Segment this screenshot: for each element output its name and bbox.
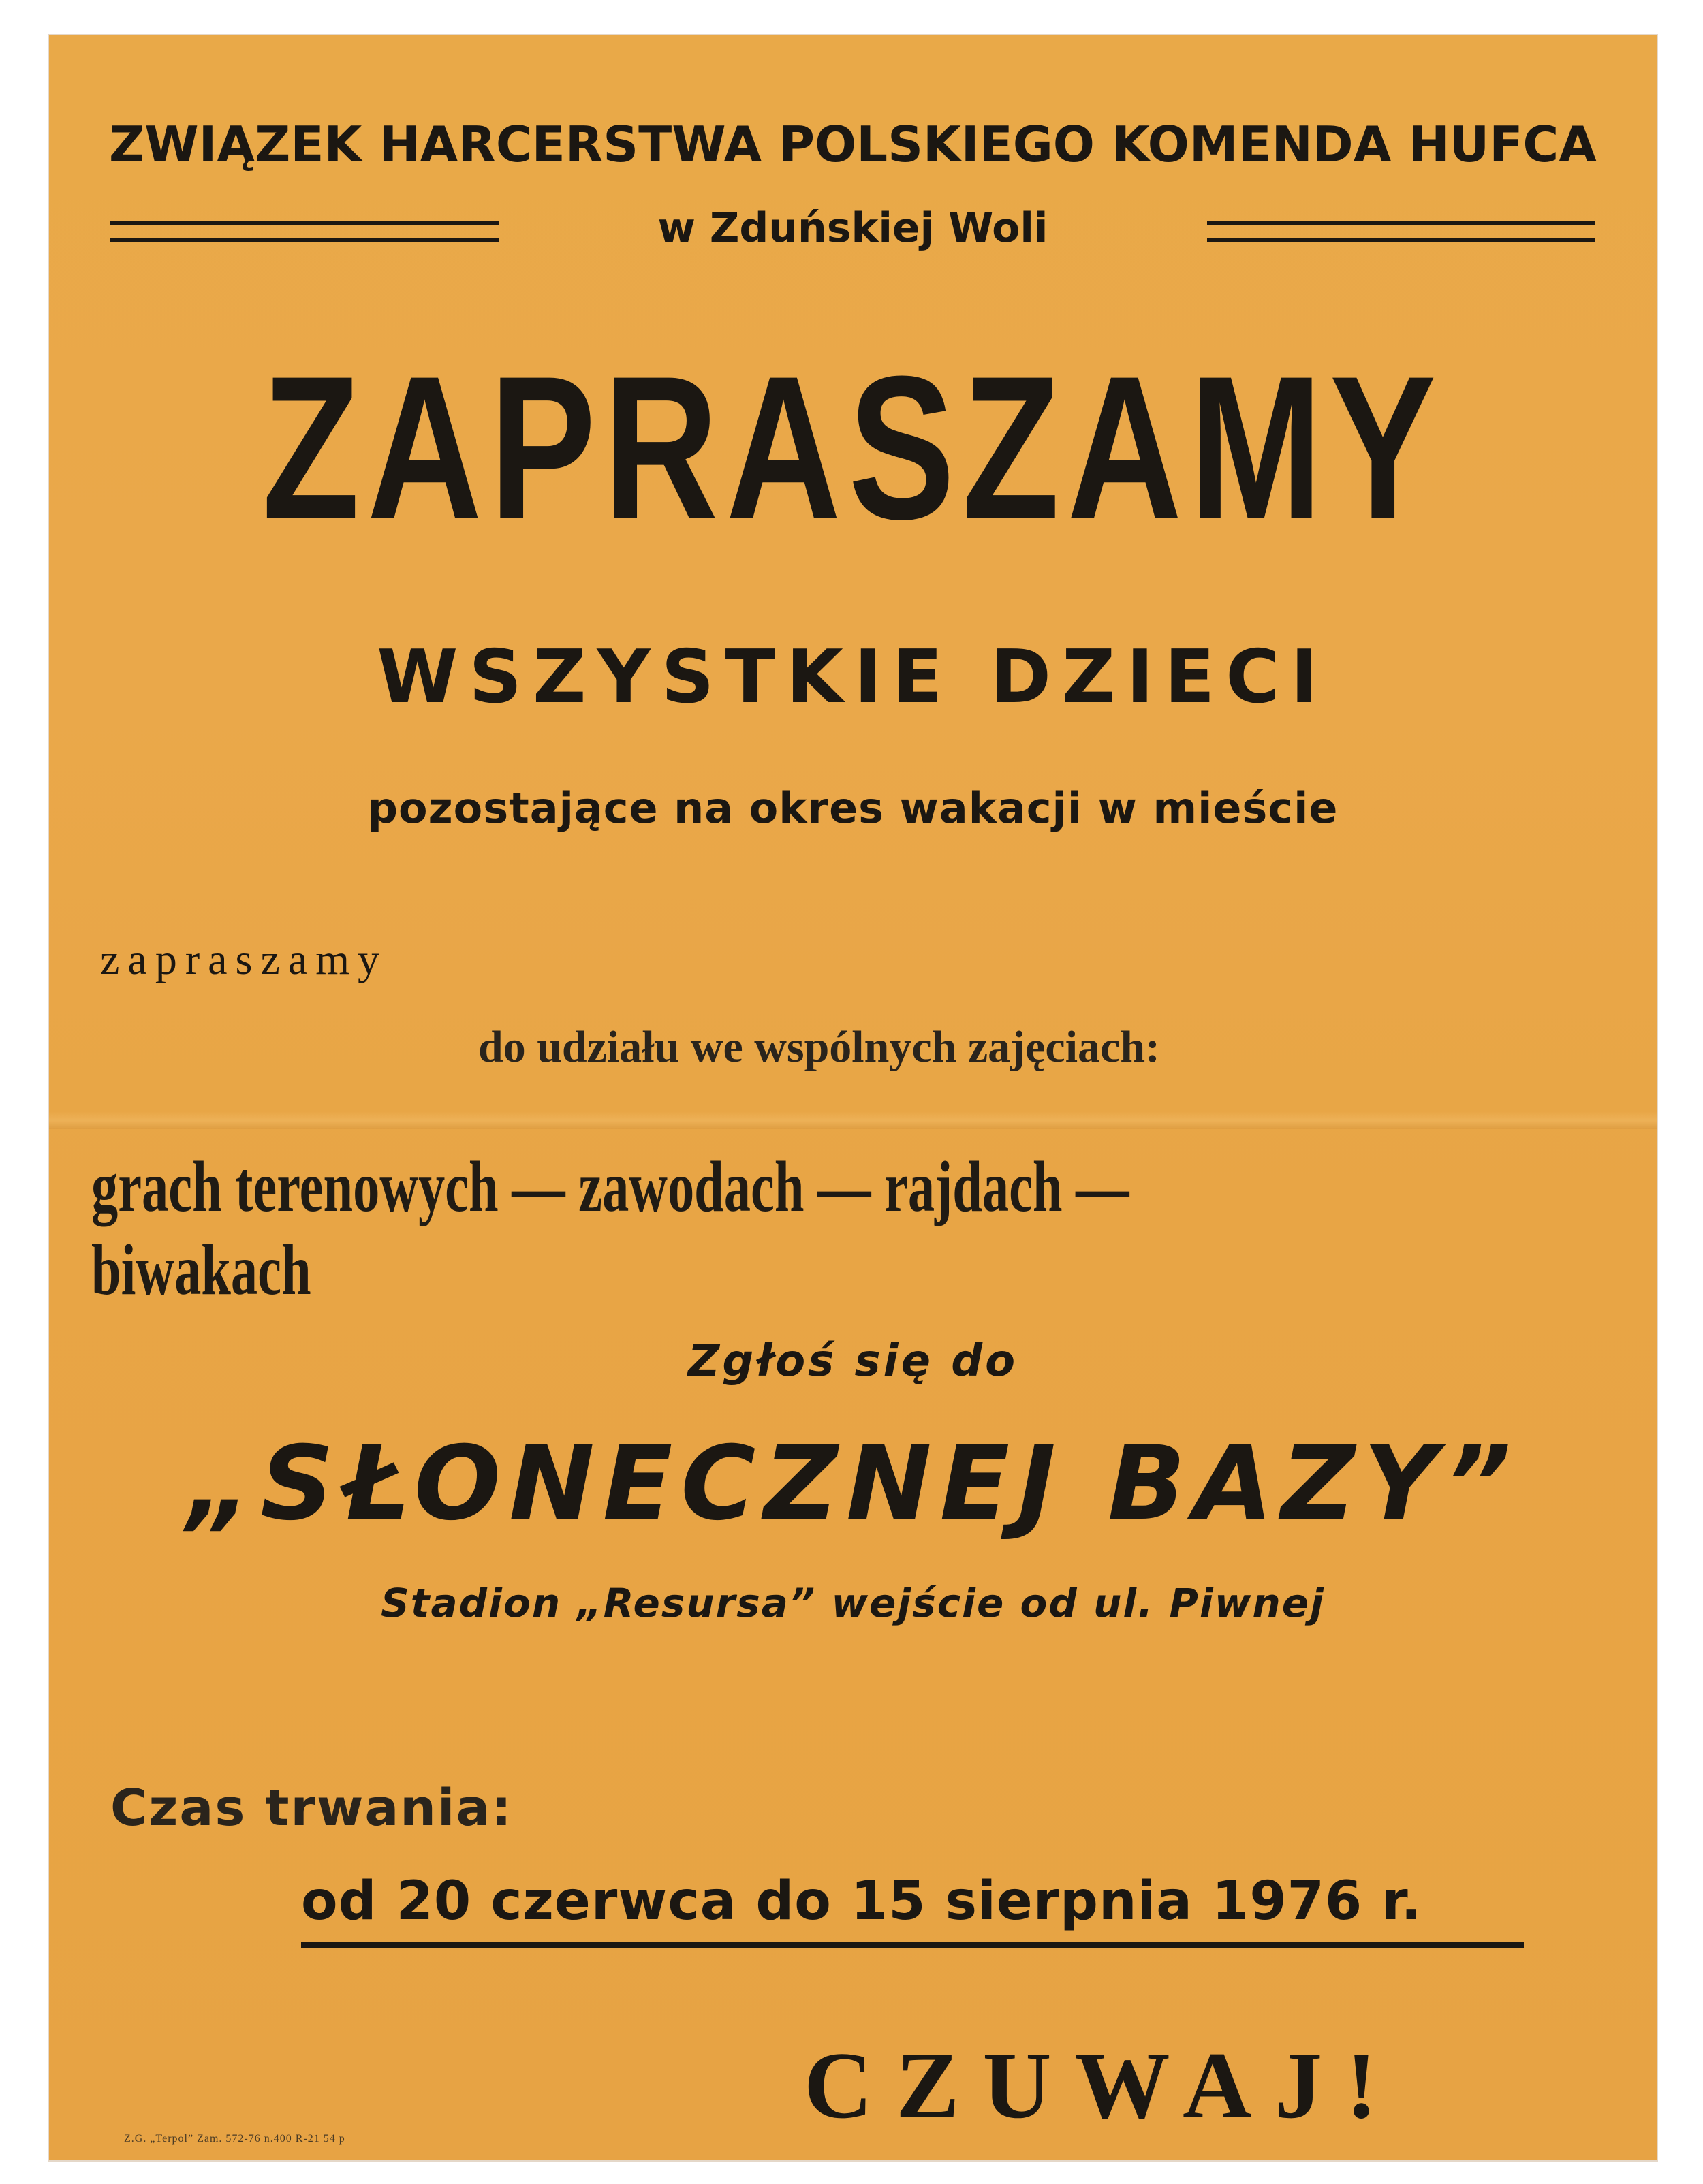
participation-text: do udziału we wspólnych zajęciach: bbox=[478, 1022, 1161, 1072]
description: pozostające na okres wakacji w mieście bbox=[367, 783, 1339, 833]
main-title: ZAPRASZAMY bbox=[262, 333, 1444, 562]
subtitle: WSZYSTKIE DZIECI bbox=[377, 635, 1329, 720]
duration-label: Czas trwania: bbox=[110, 1779, 513, 1837]
base-name: „SŁONECZNEJ BAZY” bbox=[186, 1425, 1520, 1543]
poster bbox=[49, 35, 1657, 2160]
printer-imprint: Z.G. „Terpol” Zam. 572-76 n.400 R-21 54 p bbox=[124, 2133, 345, 2145]
organization-header: ZWIĄZEK HARCERSTWA POLSKIEGO KOMENDA HUFCA bbox=[109, 116, 1597, 173]
duration-dates: od 20 czerwca do 15 sierpnia 1976 r. bbox=[301, 1871, 1422, 1932]
invite-text: zapraszamy bbox=[100, 935, 388, 983]
activities-list: grach terenowych — zawodach — rajdach — biwakach bbox=[91, 1147, 1129, 1310]
decorative-rule-right bbox=[1207, 221, 1595, 242]
city-subheader: w Zduńskiej Woli bbox=[657, 204, 1048, 252]
slogan: CZUWAJ! bbox=[804, 2033, 1401, 2138]
fold-crease bbox=[49, 1111, 1657, 1129]
location-text: Stadion „Resursa” wejście od ul. Piwnej bbox=[380, 1580, 1325, 1626]
registration-prompt: Zgłoś się do bbox=[687, 1336, 1018, 1387]
dates-underline bbox=[301, 1942, 1524, 1948]
